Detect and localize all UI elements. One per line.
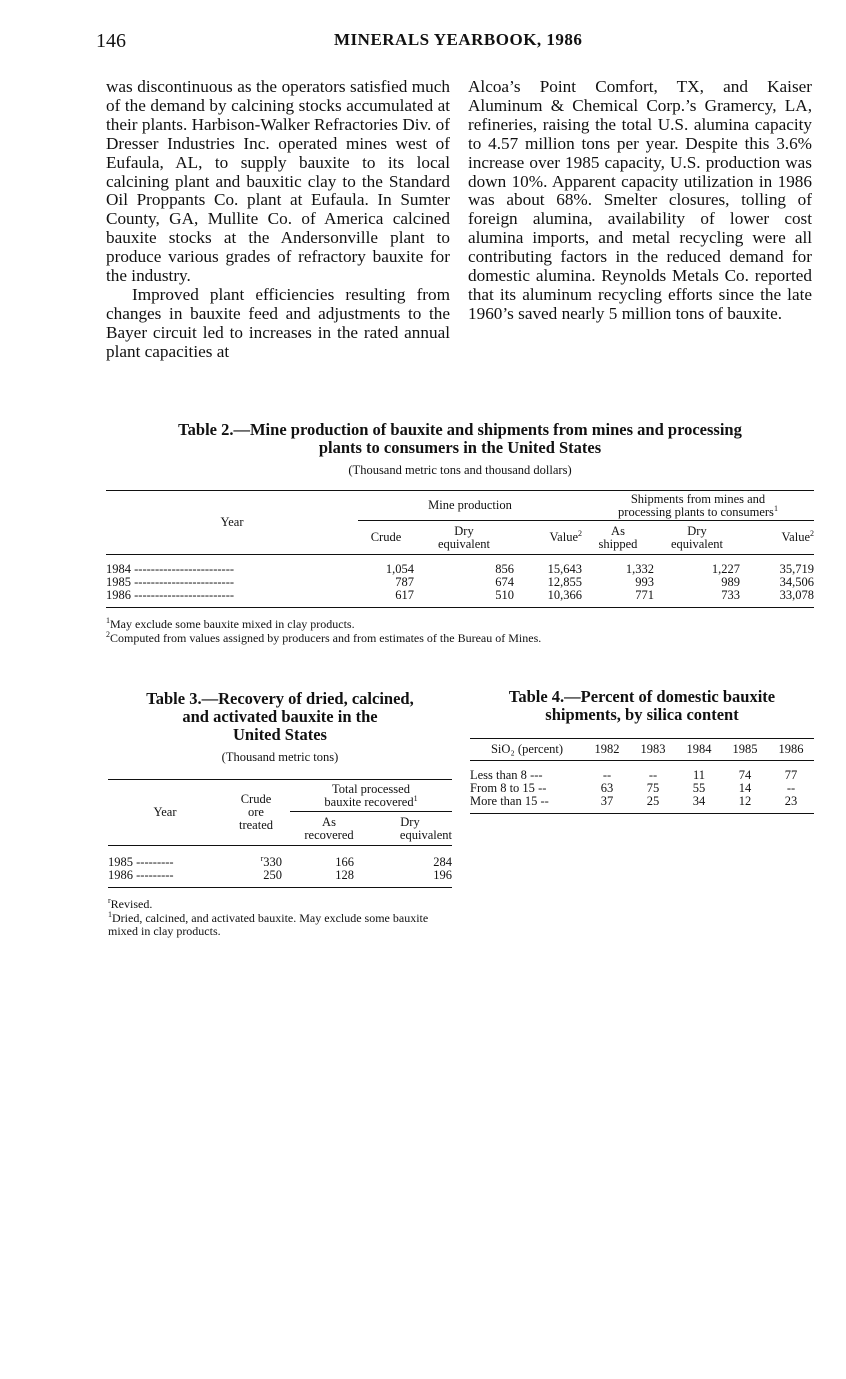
cell-value: --: [648, 767, 658, 782]
cell-value: 11: [692, 767, 706, 782]
table2-h-value: Value$^2$: [514, 521, 582, 555]
table3-title: [108, 690, 452, 744]
table2-h-value2: Value$^2$: [740, 521, 814, 555]
page-number: 146: [96, 30, 126, 52]
table3-h-as-recovered: As recovered: [290, 812, 368, 846]
table3-footnotes: [108, 898, 452, 939]
table-row: [106, 576, 814, 589]
cell-value: 77: [784, 767, 798, 782]
cell-value: 10,366: [547, 587, 582, 602]
table-row: [470, 795, 814, 808]
cell-as: 166: [335, 854, 354, 869]
cell-shipped: 993: [635, 574, 654, 589]
table3: [108, 690, 452, 939]
table2-h-as-shipped: As shipped: [582, 521, 654, 555]
table3-grid: [108, 779, 452, 888]
row-year: 1986 ---------: [108, 867, 174, 882]
cell-dry: 196: [433, 867, 452, 882]
cell-crude: 787: [395, 574, 414, 589]
table3-footnote-r: $^r$Revised.: [108, 896, 153, 911]
cell-dry: 510: [495, 587, 514, 602]
cell-value: --: [786, 780, 796, 795]
table2-h-dry: Dry equivalent: [414, 521, 514, 555]
cell-value2: 34,506: [779, 574, 814, 589]
table2-title-line2: plants to consumers in the United States: [318, 438, 602, 457]
table3-title-line3: United States: [233, 725, 327, 744]
cell-as: 128: [335, 867, 354, 882]
cell-value2: 35,719: [779, 561, 814, 576]
table-row: [108, 856, 452, 869]
row-year: 1985 ---------: [108, 854, 174, 869]
table4-title: [470, 688, 814, 724]
table2: [106, 421, 814, 645]
table3-group-recovered: Total processed bauxite recovered$^1$: [290, 780, 452, 812]
cell-value: 14: [738, 780, 752, 795]
cell-shipped: 1,332: [625, 561, 654, 576]
cell-value: 12,855: [547, 574, 582, 589]
table4-title-line1: Table 4.—Percent of domestic bauxite: [508, 687, 776, 706]
table2-footnote-ref-1: 1: [773, 503, 778, 513]
table2-subtitle: (Thousand metric tons and thousand dollars): [348, 463, 572, 477]
cell-value: 23: [784, 793, 798, 808]
table3-h-dry: Dry equivalent: [368, 812, 452, 846]
table2-title: [106, 421, 814, 457]
table4-h-year: 1983: [630, 739, 676, 761]
cell-shipped: 771: [635, 587, 654, 602]
cell-value: 75: [646, 780, 660, 795]
table4-title-line2: shipments, by silica content: [545, 705, 739, 724]
table2-title-line1: Table 2.—Mine production of bauxite and shipments from mines and processing: [178, 420, 742, 439]
cell-value: 74: [738, 767, 752, 782]
table4-h-year: 1982: [584, 739, 630, 761]
table2-group-shipments-line1: Shipments from mines and: [630, 491, 766, 506]
cell-dry2: 989: [721, 574, 740, 589]
table3-footnote-1: $^1$Dried, calcined, and activated bauxite. May exclude some bauxite mixed in clay products.: [108, 909, 429, 938]
table2-year-header: Year: [106, 491, 358, 555]
table2-group-shipments: [582, 491, 814, 521]
table4: [470, 688, 814, 814]
cell-crude: 617: [395, 587, 414, 602]
cell-dry: 284: [433, 854, 452, 869]
running-head: MINERALS YEARBOOK, 1986: [334, 30, 583, 49]
table2-footnotes: [106, 618, 814, 645]
cell-value: 55: [692, 780, 706, 795]
row-year: 1985 ------------------------: [106, 574, 235, 589]
row-label: More than 15 --: [470, 793, 549, 808]
cell-value: 15,643: [547, 561, 582, 576]
table-row: [108, 869, 452, 882]
table2-h-dry2: Dry equivalent: [654, 521, 740, 555]
table3-year-header: Year: [108, 780, 222, 846]
table4-h-sio2: SiO₂ (percent): [470, 739, 584, 761]
table2-footnote-1: $^1$May exclude some bauxite mixed in clay products.: [106, 616, 355, 631]
cell-value: 12: [738, 793, 752, 808]
table3-title-line2: and activated bauxite in the: [182, 707, 378, 726]
table3-subtitle: (Thousand metric tons): [221, 750, 339, 764]
cell-dry2: 733: [721, 587, 740, 602]
table3-h-crude: Crude ore treated: [222, 780, 290, 846]
left-column: [106, 78, 450, 362]
row-year: 1984 ------------------------: [106, 561, 235, 576]
cell-dry: 674: [495, 574, 514, 589]
left-paragraph-2: Improved plant efficiencies resulting from changes in bauxite feed and adjustments to the Bayer circuit led to increases in the rated annual plant capacities at: [106, 284, 450, 361]
table-row: [106, 589, 814, 602]
table4-h-year: 1985: [722, 739, 768, 761]
cell-value2: 33,078: [779, 587, 814, 602]
table3-title-line1: Table 3.—Recovery of dried, calcined,: [146, 689, 414, 708]
cell-crude: 250: [263, 867, 282, 882]
left-paragraph-1: was discontinuous as the operators satisfied much of the demand by calcining stocks accumulated at their plants. Harbison-Walker Refractories Div. of Dresser Industries Inc. operated mines west of Eufaula, AL, to supply bauxite to its local calcining plant and bauxitic clay to the Standard Oil Proppants Co. plant at Eufaula. In Sumter County, GA, Mullite Co. of America calcined bauxite stocks at the Andersonville plant to produce various grades of refractory bauxite for the industry.: [106, 77, 450, 286]
table2-group-shipments-line2: processing plants to consumers: [618, 504, 774, 519]
cell-crude: $^r$330: [260, 853, 282, 869]
right-column: [468, 78, 812, 324]
cell-value: --: [602, 767, 612, 782]
table2-group-mine: Mine production: [358, 491, 582, 521]
cell-value: 37: [600, 793, 614, 808]
row-label: Less than 8 ---: [470, 767, 543, 782]
cell-dry2: 1,227: [711, 561, 740, 576]
table4-h-year: 1984: [676, 739, 722, 761]
cell-value: 63: [600, 780, 614, 795]
right-paragraph-1: Alcoa’s Point Comfort, TX, and Kaiser Aluminum & Chemical Corp.’s Gramercy, LA, refineries, raising the total U.S. alumina capacity to 4.57 million tons per year. Despite this 3.6% increase over 1985 capacity, U.S. production was down 10%. Apparent capacity utilization in 1986 was about 68%. Smelter closures, tolling of foreign alumina, availability of lower cost alumina imports, and metal recycling were all contributing factors in the reduced demand for domestic alumina. Reynolds Metals Co. reported that its aluminum recycling efforts since the late 1960’s saved nearly 5 million tons of bauxite.: [468, 77, 812, 323]
cell-value: 25: [646, 793, 660, 808]
table2-footnote-2: $^2$Computed from values assigned by producers and from estimates of the Bureau of Mines.: [106, 629, 542, 645]
cell-dry: 856: [495, 561, 514, 576]
table4-grid: [470, 738, 814, 814]
cell-crude: 1,054: [385, 561, 414, 576]
table2-h-crude: Crude: [358, 521, 414, 555]
row-year: 1986 ------------------------: [106, 587, 235, 602]
table2-grid: [106, 490, 814, 608]
cell-value: 34: [692, 793, 706, 808]
row-label: From 8 to 15 --: [470, 780, 547, 795]
table-row: [106, 563, 814, 576]
table4-h-year: 1986: [768, 739, 814, 761]
